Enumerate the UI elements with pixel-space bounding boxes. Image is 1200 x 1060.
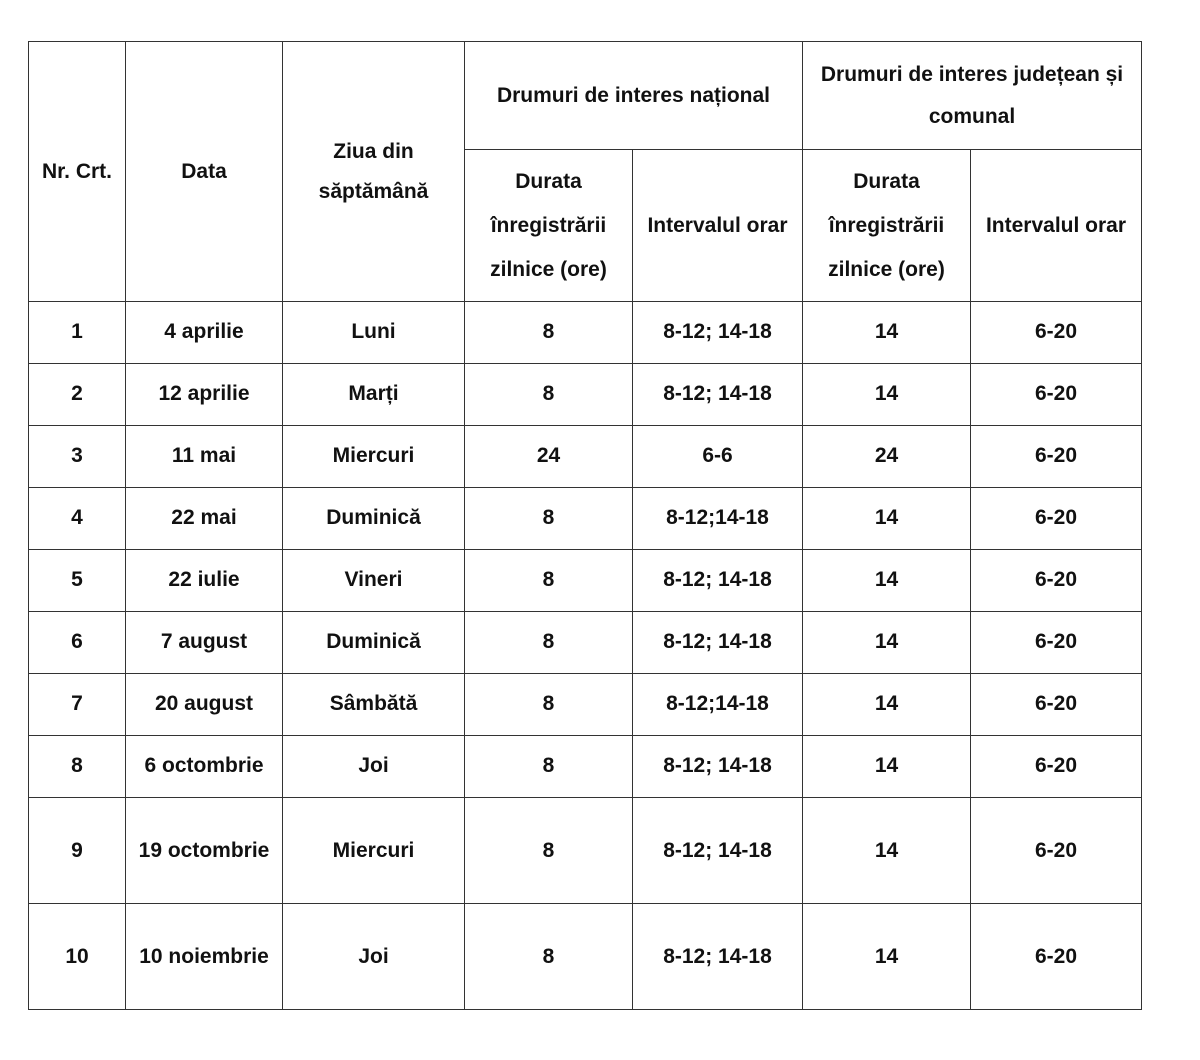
cell-data: 10 noiembrie	[126, 904, 283, 1010]
cell-data: 11 mai	[126, 426, 283, 488]
table-row	[29, 798, 1142, 904]
header-drumuri-judetean: Drumuri de interes județean și comunal	[803, 42, 1142, 150]
header-national-durata: Durata înregistrării zilnice (ore)	[465, 150, 633, 302]
header-data: Data	[126, 42, 283, 302]
table-row	[29, 550, 1142, 612]
cell-national-interval: 6-6	[633, 426, 803, 488]
cell-ziua: Joi	[283, 904, 465, 1010]
cell-data: 20 august	[126, 674, 283, 736]
cell-national-interval: 8-12;14-18	[633, 674, 803, 736]
cell-ziua: Miercuri	[283, 798, 465, 904]
table-row	[29, 364, 1142, 426]
cell-data: 22 mai	[126, 488, 283, 550]
cell-judetean-interval: 6-20	[971, 488, 1142, 550]
cell-ziua: Vineri	[283, 550, 465, 612]
cell-national-durata: 8	[465, 488, 633, 550]
cell-ziua: Duminică	[283, 612, 465, 674]
header-nr-crt: Nr. Crt.	[29, 42, 126, 302]
cell-national-interval: 8-12;14-18	[633, 488, 803, 550]
cell-data: 4 aprilie	[126, 302, 283, 364]
cell-data: 19 octombrie	[126, 798, 283, 904]
cell-judetean-durata: 24	[803, 426, 971, 488]
schedule-table	[28, 41, 1142, 1010]
cell-data: 6 octombrie	[126, 736, 283, 798]
cell-nr: 1	[29, 302, 126, 364]
cell-data: 22 iulie	[126, 550, 283, 612]
cell-ziua: Miercuri	[283, 426, 465, 488]
cell-judetean-durata: 14	[803, 302, 971, 364]
cell-judetean-interval: 6-20	[971, 798, 1142, 904]
cell-ziua: Marți	[283, 364, 465, 426]
cell-judetean-interval: 6-20	[971, 302, 1142, 364]
cell-national-interval: 8-12; 14-18	[633, 904, 803, 1010]
cell-ziua: Luni	[283, 302, 465, 364]
cell-data: 7 august	[126, 612, 283, 674]
header-ziua: Ziua din săptămână	[283, 42, 465, 302]
cell-national-durata: 8	[465, 798, 633, 904]
cell-national-interval: 8-12; 14-18	[633, 798, 803, 904]
header-national-interval: Intervalul orar	[633, 150, 803, 302]
cell-national-interval: 8-12; 14-18	[633, 550, 803, 612]
cell-national-durata: 8	[465, 550, 633, 612]
header-row-groups	[29, 42, 1142, 150]
cell-nr: 7	[29, 674, 126, 736]
cell-ziua: Duminică	[283, 488, 465, 550]
table-row	[29, 674, 1142, 736]
cell-national-interval: 8-12; 14-18	[633, 736, 803, 798]
cell-judetean-interval: 6-20	[971, 736, 1142, 798]
cell-judetean-durata: 14	[803, 674, 971, 736]
cell-nr: 9	[29, 798, 126, 904]
table-row	[29, 302, 1142, 364]
cell-judetean-durata: 14	[803, 612, 971, 674]
cell-judetean-interval: 6-20	[971, 904, 1142, 1010]
cell-judetean-durata: 14	[803, 798, 971, 904]
cell-nr: 2	[29, 364, 126, 426]
cell-judetean-durata: 14	[803, 488, 971, 550]
cell-judetean-durata: 14	[803, 904, 971, 1010]
cell-national-durata: 8	[465, 736, 633, 798]
header-judetean-interval: Intervalul orar	[971, 150, 1142, 302]
cell-national-durata: 8	[465, 904, 633, 1010]
cell-data: 12 aprilie	[126, 364, 283, 426]
cell-judetean-durata: 14	[803, 736, 971, 798]
cell-judetean-durata: 14	[803, 364, 971, 426]
cell-national-interval: 8-12; 14-18	[633, 302, 803, 364]
header-drumuri-national: Drumuri de interes național	[465, 42, 803, 150]
cell-national-interval: 8-12; 14-18	[633, 364, 803, 426]
cell-judetean-interval: 6-20	[971, 364, 1142, 426]
cell-national-durata: 8	[465, 302, 633, 364]
table-row	[29, 426, 1142, 488]
cell-nr: 8	[29, 736, 126, 798]
cell-nr: 4	[29, 488, 126, 550]
cell-judetean-interval: 6-20	[971, 426, 1142, 488]
table-row	[29, 612, 1142, 674]
cell-nr: 3	[29, 426, 126, 488]
cell-national-durata: 8	[465, 364, 633, 426]
cell-nr: 10	[29, 904, 126, 1010]
cell-judetean-interval: 6-20	[971, 550, 1142, 612]
cell-national-durata: 8	[465, 674, 633, 736]
table-row	[29, 488, 1142, 550]
table-row	[29, 904, 1142, 1010]
cell-ziua: Sâmbătă	[283, 674, 465, 736]
cell-nr: 6	[29, 612, 126, 674]
cell-national-durata: 24	[465, 426, 633, 488]
cell-ziua: Joi	[283, 736, 465, 798]
cell-judetean-interval: 6-20	[971, 612, 1142, 674]
table-row	[29, 736, 1142, 798]
cell-nr: 5	[29, 550, 126, 612]
cell-national-interval: 8-12; 14-18	[633, 612, 803, 674]
cell-judetean-durata: 14	[803, 550, 971, 612]
cell-national-durata: 8	[465, 612, 633, 674]
cell-judetean-interval: 6-20	[971, 674, 1142, 736]
header-judetean-durata: Durata înregistrării zilnice (ore)	[803, 150, 971, 302]
